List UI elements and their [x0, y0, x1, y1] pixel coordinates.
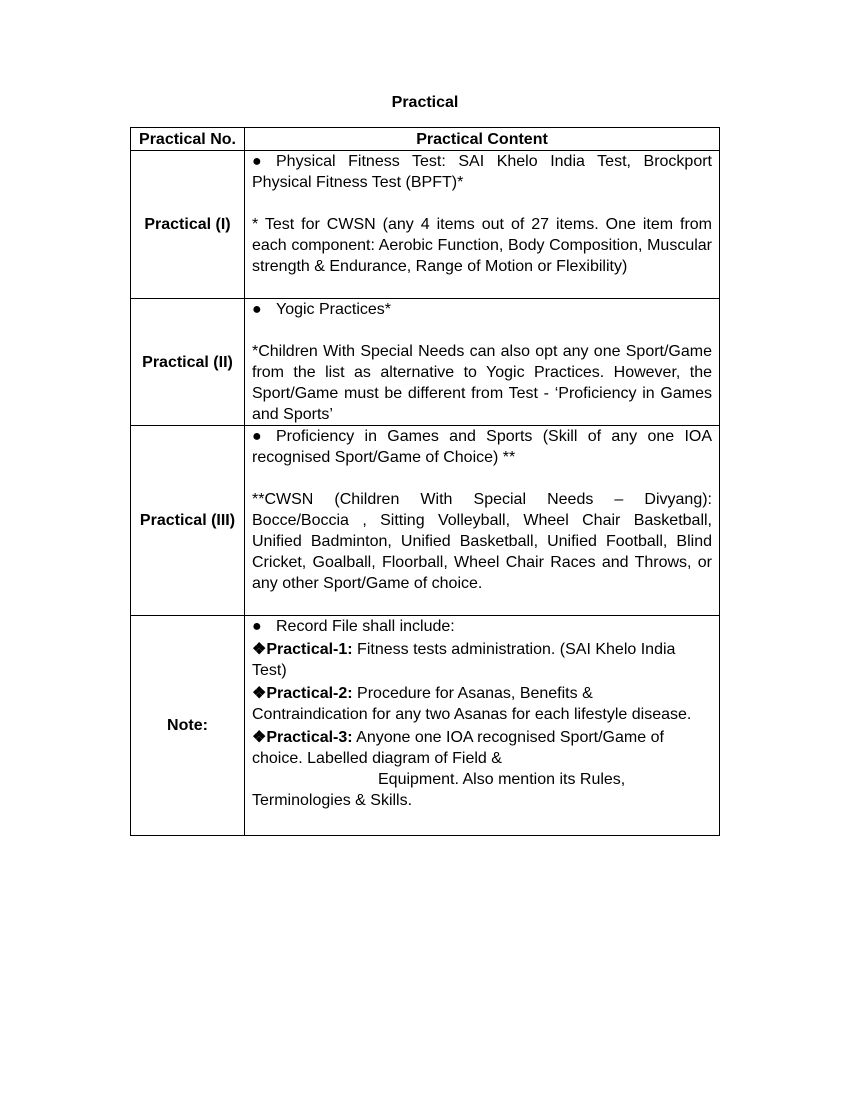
table-row [131, 151, 720, 299]
practical-content [245, 151, 720, 299]
record-item-title: Practical-2: [266, 685, 353, 702]
record-item-continuation: Terminologies & Skills. [252, 792, 413, 809]
practical-label: Practical (I) [131, 151, 245, 299]
bullet-text: Yogic Practices* [276, 301, 392, 318]
bullet-icon: ● [252, 618, 262, 635]
bullet-text: Physical Fitness Test: SAI Khelo India Test, Brockport Physical Fitness Test (BPFT)* [252, 153, 712, 191]
practical-content [245, 426, 720, 616]
diamond-icon: ❖ [252, 729, 267, 746]
bullet-item [252, 426, 712, 468]
table-row [131, 426, 720, 616]
table-row [131, 616, 720, 836]
diamond-icon: ❖ [252, 685, 267, 702]
bullet-item [252, 616, 712, 637]
table-header-row [131, 128, 720, 151]
record-item-title: Practical-1: [266, 641, 353, 658]
note-label: Note: [131, 616, 245, 836]
bullet-icon: ● [252, 153, 262, 170]
content-note: * Test for CWSN (any 4 items out of 27 items. One item from each component: Aerobic Function, Body Composition, Muscular strength & Endurance, Range of Motion or Flexibility) [252, 216, 712, 275]
record-item-text: Fitness tests administration. (SAI Khelo India Test) [252, 641, 676, 679]
content-note: **CWSN (Children With Special Needs – Divyang): Bocce/Boccia , Sitting Volleyball, Wheel Chair Basketball, Unified Badminton, Unified Basketball, Unified Football, Blind Cricket, Goalball, Floorball, Wheel Chair Races and Throws, or any other Sport/Game of choice. [252, 491, 712, 592]
note-content [245, 616, 720, 836]
record-item-text: Procedure for Asanas, Benefits & Contraindication for any two Asanas for each lifestyle disease. [252, 685, 692, 723]
bullet-text: Proficiency in Games and Sports (Skill of any one IOA recognised Sport/Game of Choice) ** [252, 428, 712, 466]
record-item [252, 683, 712, 725]
practical-content [245, 299, 720, 426]
record-item-continuation: Equipment. Also mention its Rules, [378, 771, 626, 788]
header-practical-no: Practical No. [131, 128, 245, 151]
practical-label: Practical (II) [131, 299, 245, 426]
bullet-icon: ● [252, 428, 262, 445]
table-row [131, 299, 720, 426]
record-item-title: Practical-3: [266, 729, 353, 746]
diamond-icon: ❖ [252, 641, 267, 658]
record-item [252, 639, 712, 681]
record-item-text: Anyone one IOA recognised Sport/Game of choice. Labelled diagram of Field & [252, 729, 664, 767]
page-title: Practical [391, 94, 459, 111]
content-note: *Children With Special Needs can also opt any one Sport/Game from the list as alternative to Yogic Practices. However, the Sport/Game must be different from Test - ‘Proficiency in Games and Sports’ [252, 343, 712, 423]
record-item [252, 727, 712, 811]
header-practical-content: Practical Content [245, 128, 720, 151]
bullet-item [252, 151, 712, 193]
practical-label: Practical (III) [131, 426, 245, 616]
bullet-icon: ● [252, 301, 262, 318]
bullet-text: Record File shall include: [276, 618, 455, 635]
bullet-item [252, 299, 712, 320]
practical-table [130, 127, 720, 836]
